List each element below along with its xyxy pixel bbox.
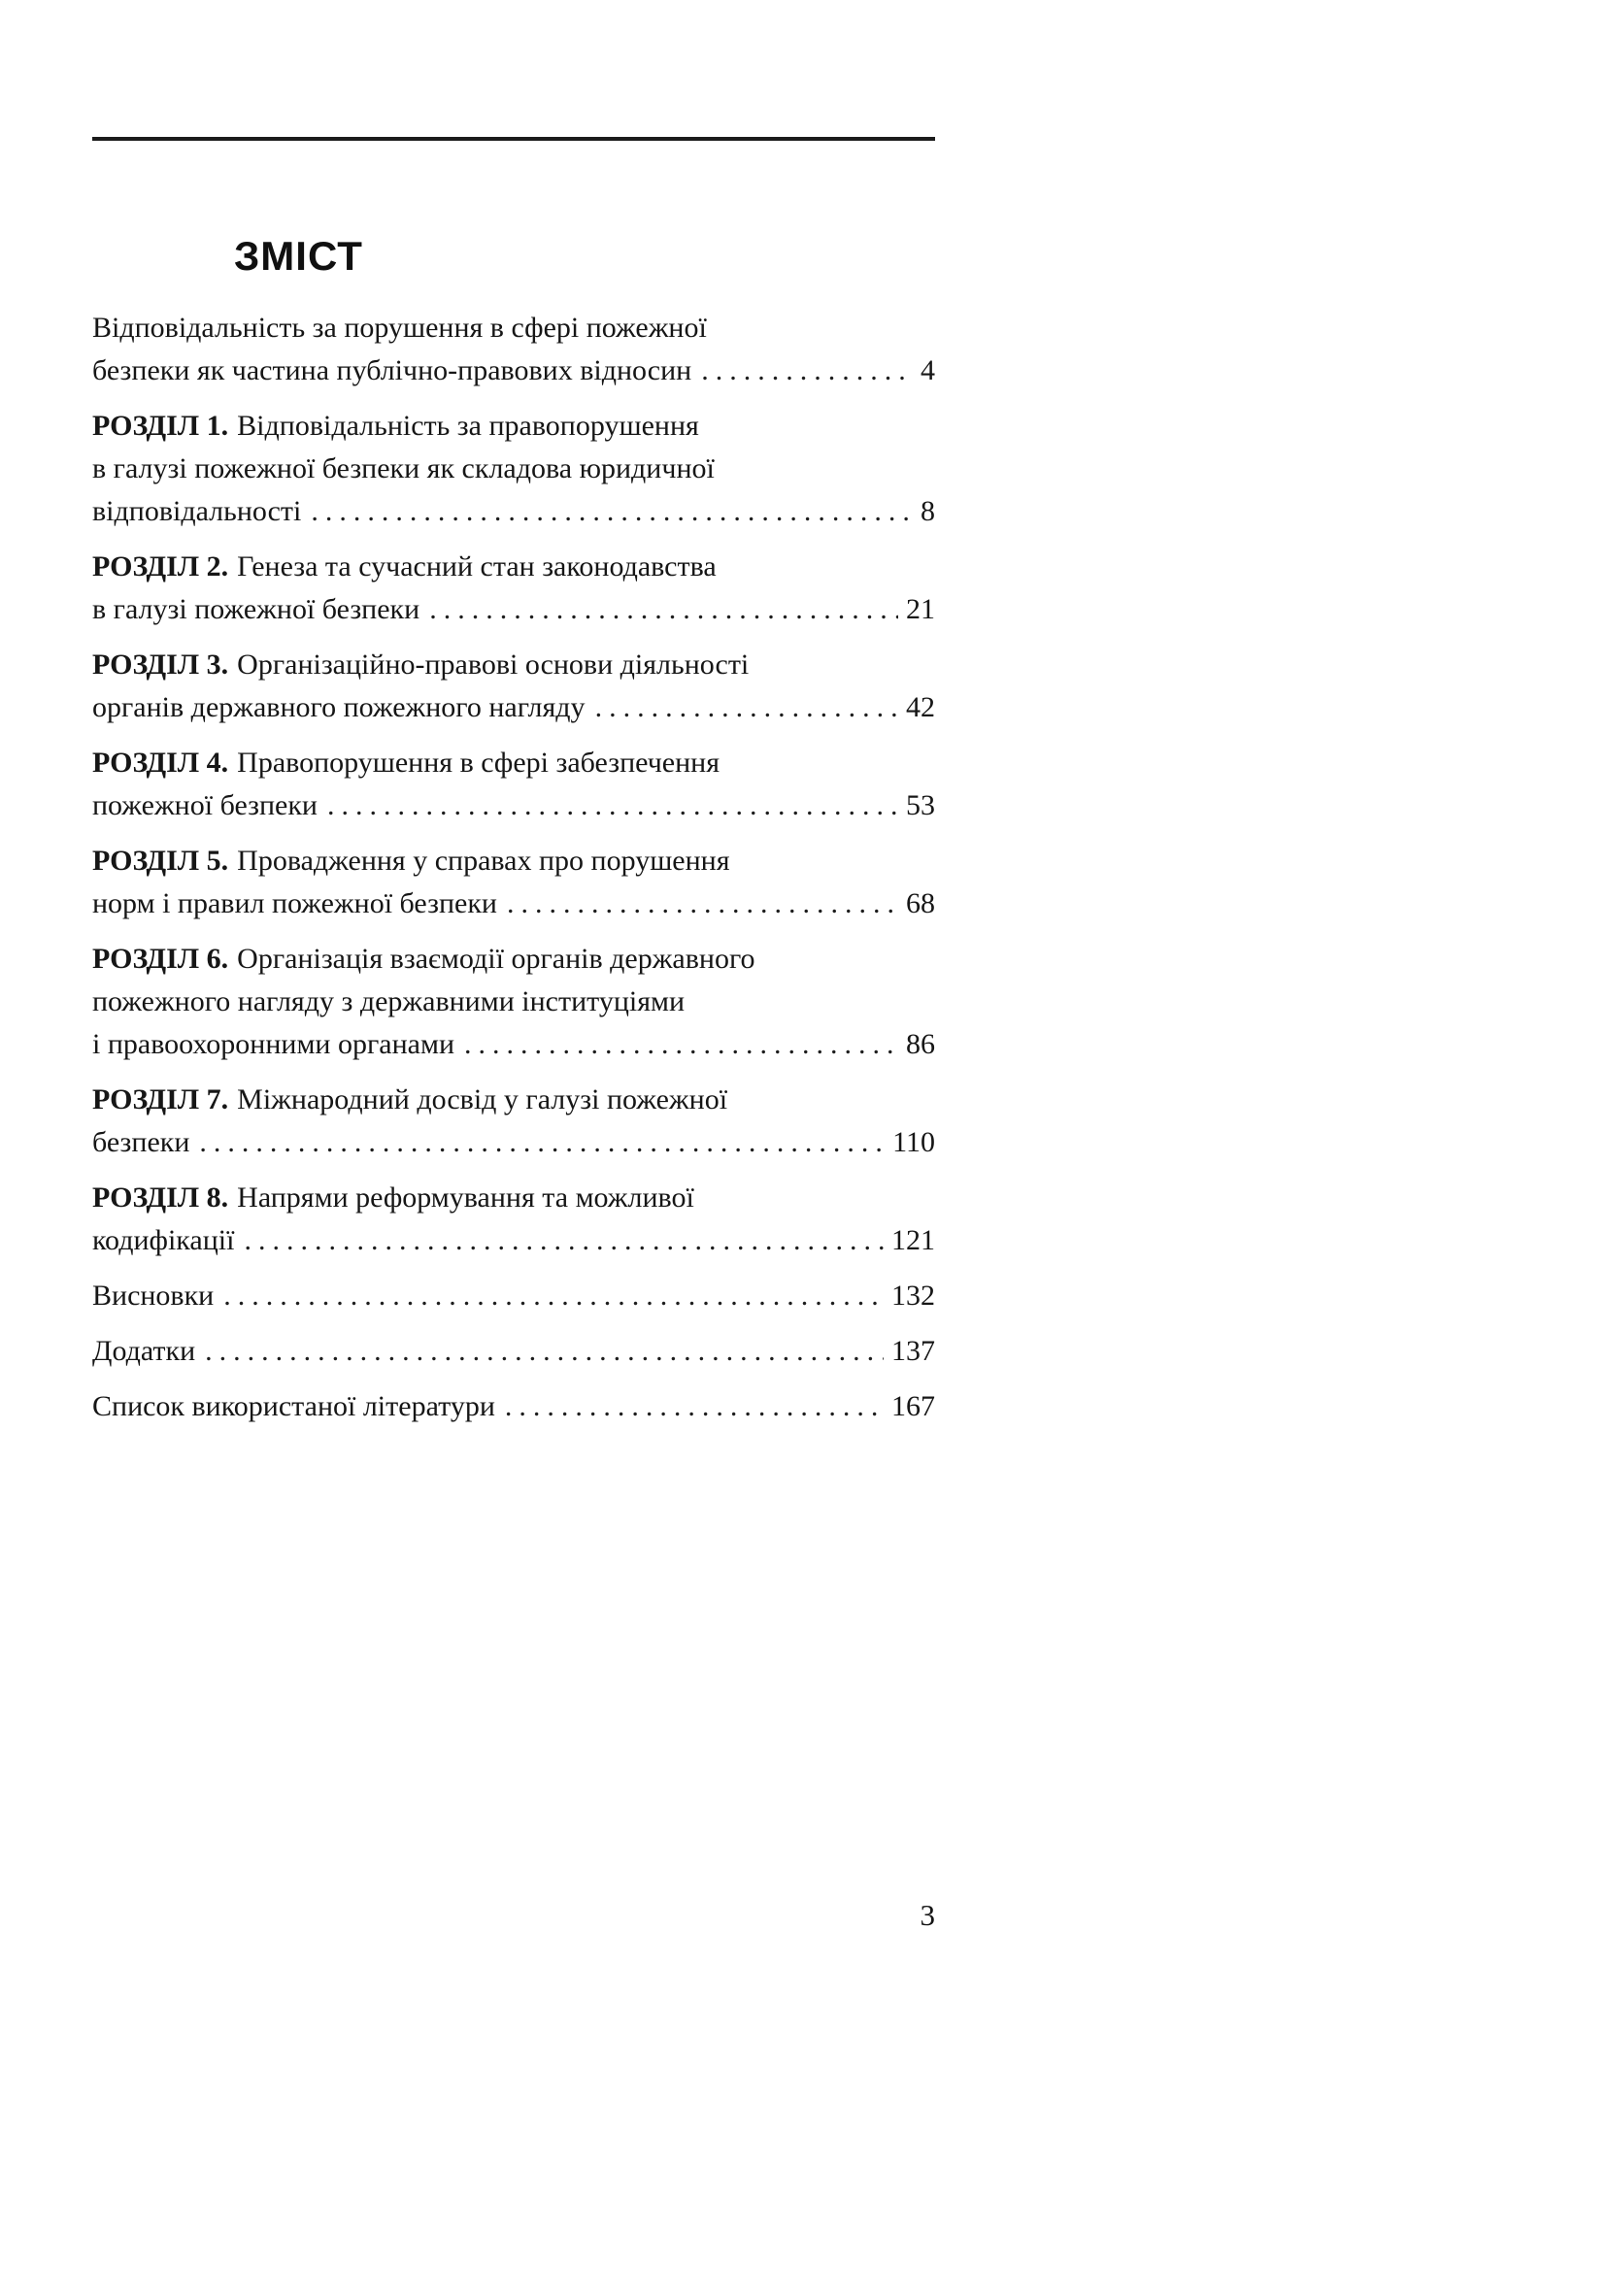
toc-entry bbox=[92, 1330, 935, 1373]
toc-line bbox=[92, 1121, 935, 1164]
toc-entry bbox=[92, 405, 935, 533]
dot-leader bbox=[223, 1275, 884, 1317]
table-of-contents bbox=[92, 307, 935, 1441]
toc-page-number: 68 bbox=[906, 887, 935, 919]
toc-entry-text: Висновки bbox=[92, 1280, 215, 1312]
dot-leader bbox=[595, 686, 898, 729]
toc-line bbox=[92, 686, 935, 729]
toc-line bbox=[92, 1219, 935, 1262]
toc-page-number: 167 bbox=[891, 1390, 935, 1422]
chapter-label: РОЗДІЛ 1. bbox=[92, 410, 229, 442]
toc-page-number: 21 bbox=[906, 593, 935, 625]
toc-page-number: 4 bbox=[921, 354, 935, 386]
toc-page-number: 121 bbox=[891, 1224, 935, 1256]
toc-line bbox=[92, 1330, 935, 1373]
toc-entry bbox=[92, 1385, 935, 1428]
toc-entry bbox=[92, 1177, 935, 1262]
toc-page-number: 110 bbox=[892, 1126, 935, 1158]
toc-entry-text: Список використаної літератури bbox=[92, 1390, 495, 1422]
toc-entry bbox=[92, 938, 935, 1066]
toc-entry-text: і правоохоронними органами bbox=[92, 1028, 455, 1060]
toc-entry-text: Провадження у справах про порушення bbox=[237, 845, 730, 877]
toc-entry-text: Напрями реформування та можливої bbox=[237, 1181, 694, 1214]
page-number: 3 bbox=[920, 1898, 935, 1932]
toc-entry-text: Відповідальність за правопорушення bbox=[237, 410, 699, 442]
toc-entry-text: кодифікації bbox=[92, 1224, 235, 1256]
toc-entry-text: Організація взаємодії органів державного bbox=[237, 943, 755, 975]
toc-entry bbox=[92, 840, 935, 925]
toc-line bbox=[92, 840, 935, 882]
dot-leader bbox=[701, 349, 913, 392]
toc-entry-text: в галузі пожежної безпеки як складова юридичної bbox=[92, 452, 715, 484]
toc-line bbox=[92, 882, 935, 925]
toc-entry-text: Відповідальність за порушення в сфері пожежної bbox=[92, 312, 707, 344]
chapter-label: РОЗДІЛ 5. bbox=[92, 845, 229, 877]
toc-line bbox=[92, 784, 935, 827]
toc-line bbox=[92, 405, 935, 448]
dot-leader bbox=[199, 1121, 885, 1164]
toc-entry-text: в галузі пожежної безпеки bbox=[92, 593, 420, 625]
header-rule bbox=[92, 137, 935, 141]
toc-entry bbox=[92, 1275, 935, 1317]
toc-entry-text: пожежного нагляду з державними інституціями bbox=[92, 985, 686, 1017]
chapter-label: РОЗДІЛ 2. bbox=[92, 550, 229, 582]
toc-entry-text: Правопорушення в сфері забезпечення bbox=[237, 747, 720, 779]
toc-line bbox=[92, 981, 935, 1023]
chapter-label: РОЗДІЛ 4. bbox=[92, 747, 229, 779]
chapter-label: РОЗДІЛ 3. bbox=[92, 649, 229, 681]
toc-entry-text: безпеки bbox=[92, 1126, 190, 1158]
toc-entry-text: органів державного пожежного нагляду bbox=[92, 691, 586, 723]
toc-line bbox=[92, 349, 935, 392]
page-heading: ЗМІСТ bbox=[234, 233, 363, 279]
toc-entry bbox=[92, 644, 935, 729]
toc-page-number: 8 bbox=[921, 495, 935, 527]
chapter-label: РОЗДІЛ 7. bbox=[92, 1083, 229, 1115]
dot-leader bbox=[244, 1219, 884, 1262]
toc-entry-text: Генеза та сучасний стан законодавства bbox=[237, 550, 717, 582]
toc-line bbox=[92, 546, 935, 588]
toc-page-number: 53 bbox=[906, 789, 935, 821]
toc-entry-text: норм і правил пожежної безпеки bbox=[92, 887, 497, 919]
toc-entry-text: відповідальності bbox=[92, 495, 302, 527]
toc-entry-text: безпеки як частина публічно-правових відносин bbox=[92, 354, 692, 386]
toc-line bbox=[92, 742, 935, 784]
dot-leader bbox=[505, 1385, 884, 1428]
toc-line bbox=[92, 448, 935, 490]
dot-leader bbox=[429, 588, 898, 631]
toc-line bbox=[92, 490, 935, 533]
toc-page-number: 132 bbox=[891, 1280, 935, 1312]
chapter-label: РОЗДІЛ 6. bbox=[92, 943, 229, 975]
toc-line bbox=[92, 644, 935, 686]
toc-entry-text: Міжнародний досвід у галузі пожежної bbox=[237, 1083, 728, 1115]
dot-leader bbox=[311, 490, 913, 533]
dot-leader bbox=[464, 1023, 898, 1066]
toc-entry bbox=[92, 1079, 935, 1164]
dot-leader bbox=[205, 1330, 884, 1373]
toc-entry-text: Додатки bbox=[92, 1335, 196, 1367]
toc-entry bbox=[92, 307, 935, 392]
chapter-label: РОЗДІЛ 8. bbox=[92, 1181, 229, 1214]
toc-entry-text: пожежної безпеки bbox=[92, 789, 318, 821]
toc-line bbox=[92, 1385, 935, 1428]
toc-page-number: 42 bbox=[906, 691, 935, 723]
toc-line bbox=[92, 307, 935, 349]
toc-line bbox=[92, 1079, 935, 1121]
toc-line bbox=[92, 1023, 935, 1066]
toc-line bbox=[92, 1275, 935, 1317]
toc-page-number: 86 bbox=[906, 1028, 935, 1060]
toc-entry-text: Організаційно-правові основи діяльності bbox=[237, 649, 750, 681]
dot-leader bbox=[507, 882, 898, 925]
toc-line bbox=[92, 588, 935, 631]
toc-line bbox=[92, 938, 935, 981]
toc-page-number: 137 bbox=[891, 1335, 935, 1367]
toc-entry bbox=[92, 546, 935, 631]
toc-line bbox=[92, 1177, 935, 1219]
toc-entry bbox=[92, 742, 935, 827]
dot-leader bbox=[327, 784, 898, 827]
